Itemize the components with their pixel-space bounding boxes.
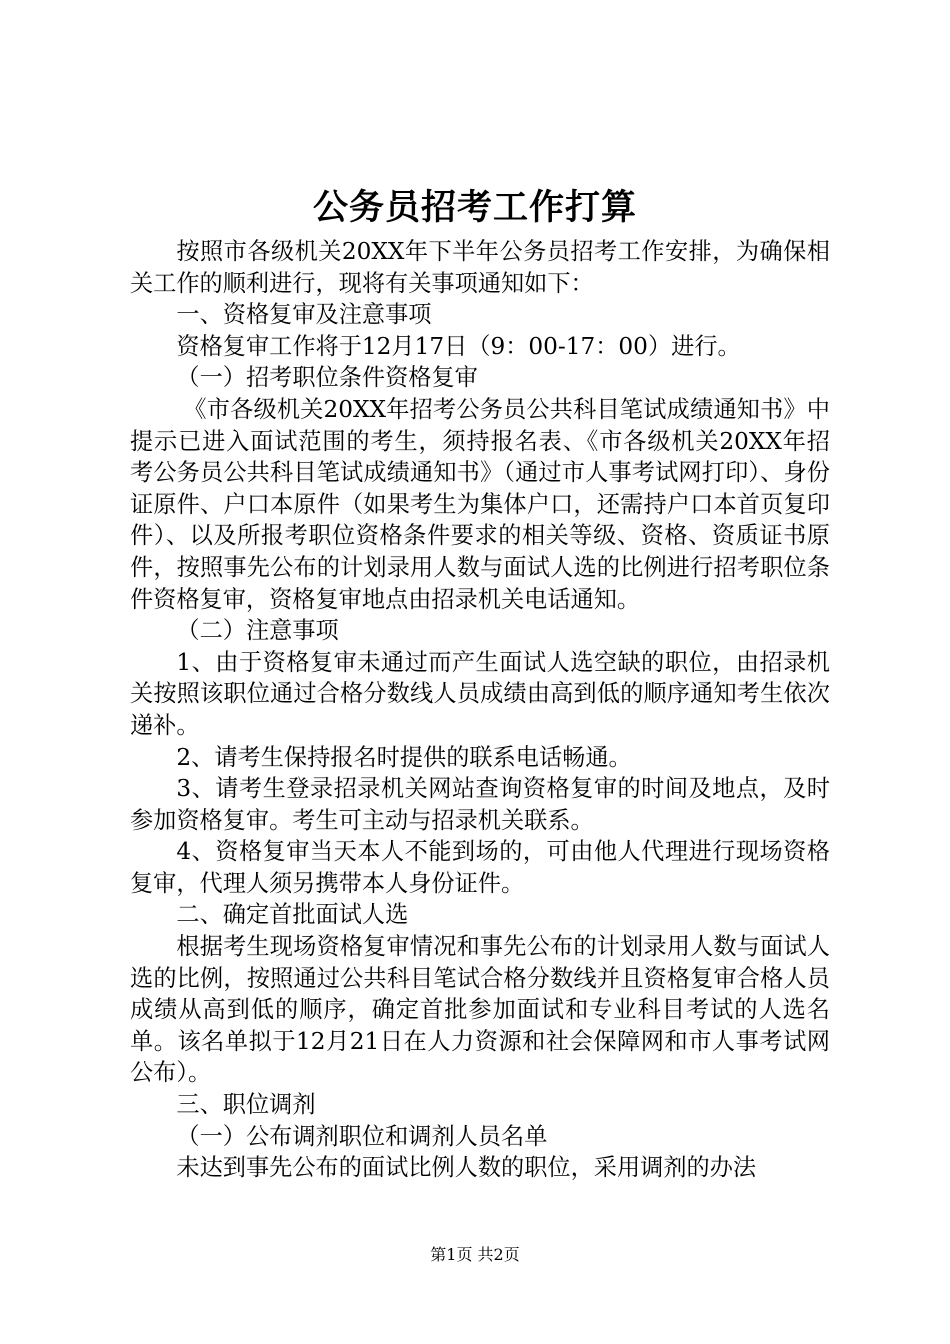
subsection-heading-3-1: （一）公布调剂职位和调剂人员名单 [176,1122,548,1150]
document-title: 公务员招考工作打算 [312,187,637,228]
review-requirements-paragraph: 《市各级机关20XX年招考公务员公共科目笔试成绩通知书》中提示已进入面试范围的考生，须持报名表、《市各级机关20XX年招考公务员公共科目笔试成绩通知书》（通过市人事考试网打印）、身份证原件、户口本原件（如果考生为集体户口，还需持户口本首页复印件）、以及所报考职位资格条件要求的相关等级、资格、资质证书原件，按照事先公布的计划录用人数与面试人选的比例进行招考职位条件资格复审，资格复审地点由招录机关电话通知。 [130,395,830,613]
subsection-heading-1-2: （二）注意事项 [176,617,339,645]
note-item-1: 1、由于资格复审未通过而产生面试人选空缺的职位，由招录机关按照该职位通过合格分数线人员成绩由高到低的顺序通知考生依次递补。 [130,648,830,739]
page-number-footer: 第1页 共2页 [430,1245,520,1264]
intro-paragraph: 按照市各级机关20XX年下半年公务员招考工作安排，为确保相关工作的顺利进行，现将有关事项通知如下： [130,238,830,297]
review-time-paragraph: 资格复审工作将于12月17日（9：00-17：00）进行。 [176,332,741,360]
section-heading-2: 二、确定首批面试人选 [176,901,409,929]
subsection-heading-1-1: （一）招考职位条件资格复审 [176,364,478,392]
note-item-2: 2、请考生保持报名时提供的联系电话畅通。 [176,743,632,771]
adjustment-paragraph: 未达到事先公布的面试比例人数的职位，采用调剂的办法 [176,1154,757,1182]
section-heading-3: 三、职位调剂 [176,1091,316,1119]
section-heading-1: 一、资格复审及注意事项 [176,301,432,329]
note-item-3: 3、请考生登录招录机关网站查询资格复审的时间及地点，及时参加资格复审。考生可主动与招录机关联系。 [130,775,830,834]
note-item-4: 4、资格复审当天本人不能到场的，可由他人代理进行现场资格复审，代理人须另携带本人身份证件。 [130,838,830,897]
interview-candidates-paragraph: 根据考生现场资格复审情况和事先公布的计划录用人数与面试人选的比例，按照通过公共科目笔试合格分数线并且资格复审合格人员成绩从高到低的顺序，确定首批参加面试和专业科目考试的人选名单。该名单拟于12月21日在人力资源和社会保障网和市人事考试网公布）。 [130,933,830,1087]
document-body [130,236,830,1184]
